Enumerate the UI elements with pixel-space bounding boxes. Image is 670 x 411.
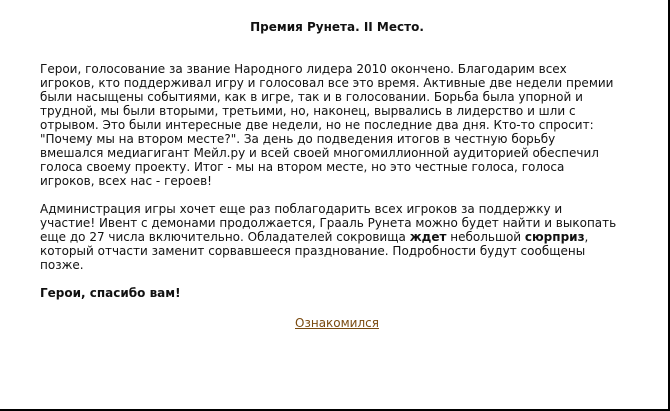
text-segment: еще до 27 числа включительно. Обладателей сокровища	[40, 230, 410, 244]
acknowledge-link[interactable]: Ознакомился	[295, 316, 379, 330]
announcement-content	[40, 20, 634, 330]
page-title: Премия Рунета. II Место.	[250, 20, 424, 34]
text-segment: небольшой	[446, 230, 525, 244]
paragraph-line: Герои, голосование за звание Народного лидера 2010 окончено. Благодарим всех	[40, 62, 567, 76]
emphasis-surprise: сюрприз	[524, 230, 585, 244]
text-segment: ,	[584, 230, 589, 244]
paragraph-line: отрывом. Это были интересные две недели, но не последние два дня. Кто-то спросит:	[40, 118, 594, 132]
paragraph-line: трудной, мы были вторыми, третьими, но, наконец, вырвались в лидерство и шли с	[40, 104, 576, 118]
paragraph-line: вмешался медиагигант Мейл.ру и всей своей многомиллионной аудиторией обеспечил	[40, 146, 599, 160]
paragraph-line	[40, 230, 634, 244]
paragraph-admin-thanks	[40, 202, 634, 272]
paragraph-line: "Почему мы на втором месте?". За день до подведения итогов в честную борьбу	[40, 132, 556, 146]
paragraph-line: голоса своему проекту. Итог - мы на втором месте, но это честные голоса, голоса	[40, 160, 565, 174]
paragraph-voting-results	[40, 62, 634, 188]
emphasis-waits: ждет	[409, 230, 447, 244]
paragraph-line: игроков, кто поддерживал игру и голосовал все это время. Активные две недели премии	[40, 76, 614, 90]
paragraph-line: Администрация игры хочет еще раз поблагодарить всех игроков за поддержку и	[40, 202, 563, 216]
paragraph-line: который отчасти заменит сорвавшееся празднование. Подробности будут сообщены	[40, 244, 586, 258]
paragraph-line: игроков, всех нас - героев!	[40, 174, 212, 188]
acknowledge-row	[40, 316, 634, 330]
closing-thanks: Герои, спасибо вам!	[40, 286, 181, 300]
paragraph-line: были насыщены событиями, как в игре, так и в голосовании. Борьба была упорной и	[40, 90, 583, 104]
paragraph-line: участие! Ивент с демонами продолжается, Грааль Рунета можно будет найти и выкопать	[40, 216, 617, 230]
paragraph-line: позже.	[40, 258, 84, 272]
